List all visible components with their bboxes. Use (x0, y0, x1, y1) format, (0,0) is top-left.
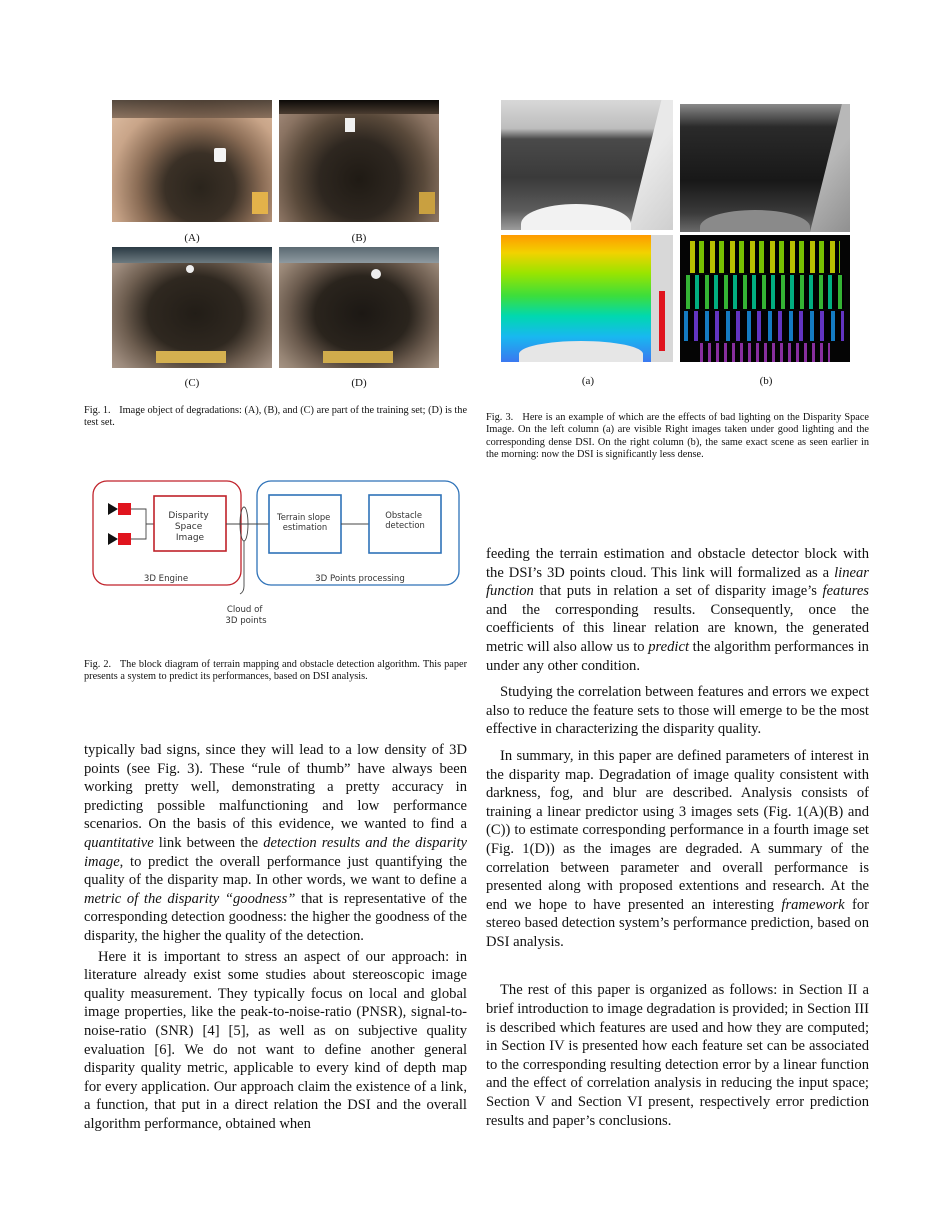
fig3-caption-label: Fig. 3. (486, 412, 514, 423)
fig3-image-b-top (680, 104, 850, 232)
dsi-box-line-3: Image (175, 533, 205, 543)
fig1-label-b: (B) (351, 232, 367, 244)
left-column-text (84, 741, 467, 1133)
fig1-label-a: (A) (184, 232, 200, 244)
right-paragraph-3: In summary, in this paper are defined parameters of interest in the disparity map. Degradation of image quality consistent with darkness, fog, and blur are described. Analysis consists of training a linear predictor using 3 images sets (Fig. 1(A)(B) and (C)) to estimate corresponding performance in a fourth image set (Fig. 1(D)) as the images are degraded. A summary of the correlation between parameter and overall performance is presented along with proposed extentions and research. At the end we hope to have presented an interesting framework for stereo based detection system’s performance prediction, based on DSI analysis. (486, 747, 869, 950)
fig2-caption-label: Fig. 2. (84, 659, 112, 670)
right-paragraph-2: Studying the correlation between features and errors we expect also to reduce the feature sets to those will emerge to be the most effective in characterizing the disparity quality. (486, 684, 869, 738)
cloud-label-line-1: Cloud of (226, 605, 263, 615)
camera-icon-bottom (108, 533, 131, 545)
obstacle-box-line-1: Obstacle (385, 510, 423, 520)
right-column-text (486, 545, 869, 1130)
right-paragraph-1: feeding the terrain estimation and obstacle detector block with the DSI’s 3D points cloud. This link will formalized as a linear function that puts in relation a set of disparity image’s features and the corresponding results. Consequently, once the coefficients of this linear relation are known, the generated metric will also allow us to predict the algorithm performances in under any other condition. (486, 546, 869, 674)
fig2-block-diagram (84, 476, 468, 632)
fig1-caption-text: Image object of degradations: (A), (B), and (C) are part of the training set; (D) is the test set. (84, 405, 468, 429)
dsi-box-line-2: Space (174, 522, 203, 532)
fig1-caption (84, 405, 467, 430)
svg-text:Obstacle detection (385, 510, 425, 530)
fig1-image-c (112, 247, 272, 368)
fig1-image-b (279, 100, 439, 222)
fig1-label-c: (C) (184, 377, 200, 389)
fig3-label-b: (b) (759, 375, 773, 387)
svg-text:Cloud of 3D points (225, 605, 267, 626)
svg-text:Disparity Space Image (168, 511, 211, 543)
processing-label: 3D Points processing (315, 574, 405, 584)
obstacle-box-line-2: detection (385, 520, 425, 530)
fig3-caption (486, 412, 869, 462)
fig1-image-d (279, 247, 439, 368)
engine-label: 3D Engine (143, 574, 189, 584)
dsi-box-line-1: Disparity (168, 511, 209, 521)
processing-group-box (257, 481, 459, 585)
right-paragraph-4: The rest of this paper is organized as follows: in Section II a brief introduction to image degradation is provided; in Section III is described which features are used and how they are computed; in Section IV is presented how each feature set can be associated to the corresponding resulting detection error by a linear function and the effect of correlation analysis in reducing the input space; Section V and Section VI present, respectively error prediction results and paper’s conclusions. (486, 982, 869, 1129)
terrain-box-line-2: estimation (282, 522, 328, 532)
fig1-label-d: (D) (351, 377, 367, 389)
fig3-caption-text: Here is an example of which are the effects of bad lighting on the Disparity Space Image. On the left column (a) are visible Right images taken under good lighting and the corresponding dense DSI. On the right column (b), the same exact scene as seen earlier in the morning: now the DSI is significantly less dense. (486, 412, 869, 461)
fig3-label-a: (a) (581, 375, 595, 387)
svg-text:Terrain slope estimation (276, 512, 333, 532)
fig2-caption (84, 659, 467, 684)
fig1-caption-label: Fig. 1. (84, 405, 111, 416)
terrain-box-line-1: Terrain slope (277, 512, 331, 522)
left-paragraph-2: Here it is important to stress an aspect of our approach: in literature already exist some studies about stereoscopic image quality measurement. They typically focus on local and global image properties, like the peak-to-noise-ratio (PNSR), signal-to-noise-ratio (SNR) [4] [5], as well as on subjective quality evaluation [6]. We do not want to define another general disparity quality metric, applicable to every kind of depth map for every application. Our approach claim the existence of a link, a function, that put in a direct relation the DSI and the overall algorithm performance, obtained when (84, 948, 467, 1132)
fig1-image-a (112, 100, 272, 222)
cloud-label-line-2: 3D points (225, 616, 267, 626)
fig3-image-b-bottom (680, 235, 850, 362)
camera-icon-top (108, 503, 131, 515)
fig3-image-a-bottom (501, 235, 673, 362)
fig3-image-a-top (501, 100, 673, 230)
left-paragraph-1: typically bad signs, since they will lead to a low density of 3D points (see Fig. 3). These “rule of thumb” have always been working pretty well, demonstrating a pretty accuracy in predicting possible malfunctioning and low performance scenarios. On the basis of this evidence, we wanted to find a quantitative link between the detection results and the disparity image, to predict the overall performance just quantifying the quality of the disparity map. In other words, we want to define a metric of the disparity “goodness” that is representative of the corresponding detection goodness: the higher the goodness of the disparity, the higher the quality of the detection. (84, 742, 467, 944)
fig2-caption-text: The block diagram of terrain mapping and obstacle detection algorithm. This paper presents a system to predict its performances, based on DSI analysis. (84, 659, 468, 683)
